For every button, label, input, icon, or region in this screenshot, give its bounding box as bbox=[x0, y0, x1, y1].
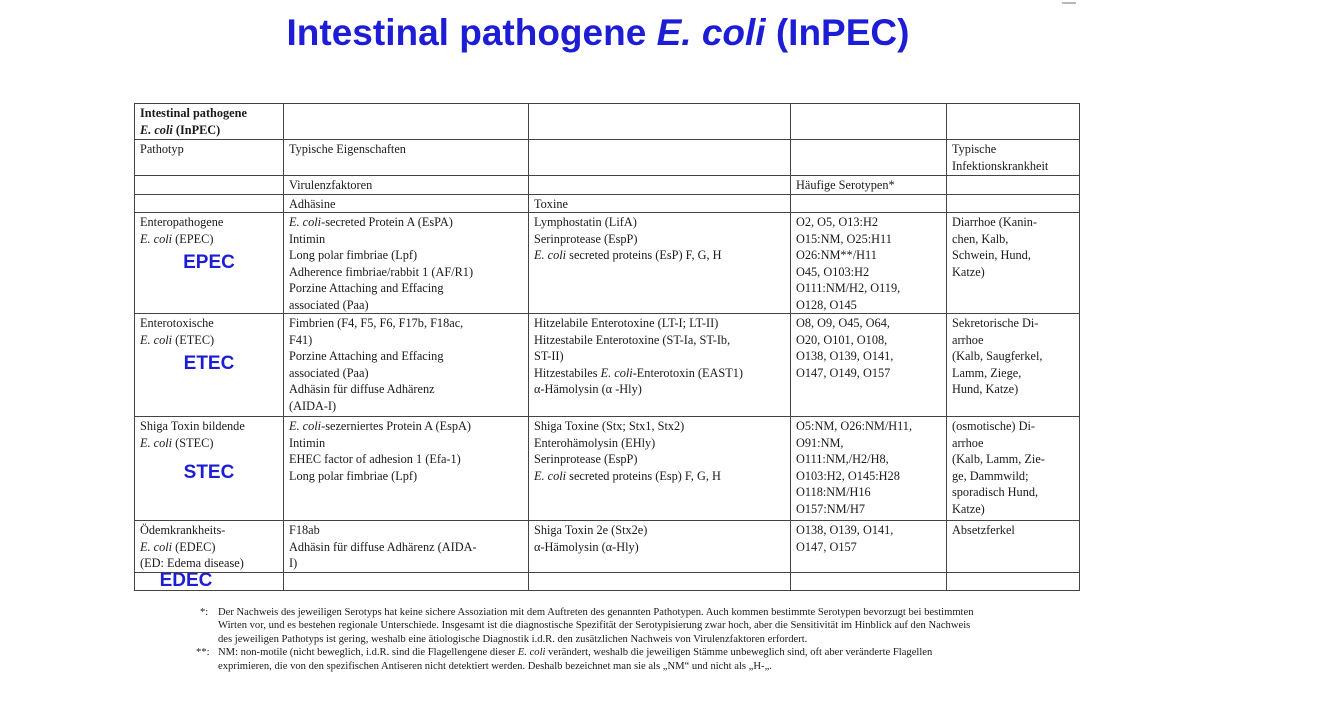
pathotype-name-cell: Shiga Toxin bildende E. coli (STEC) STEC bbox=[135, 417, 284, 521]
toxins-cell: Shiga Toxin 2e (Stx2e) α-Hämolysin (α-Hly) bbox=[529, 521, 791, 573]
col-pathotyp: Pathotyp bbox=[135, 140, 284, 176]
table-row-etec bbox=[135, 314, 1080, 417]
toxins-cell: Lymphostatin (LifA) Serinprotease (EspP) E. coli secreted proteins (EsP) F, G, H bbox=[529, 213, 791, 314]
pathotype-name-cell: Enteropathogene E. coli (EPEC) EPEC bbox=[135, 213, 284, 314]
pathotype-name-cell: Ödemkrankheits- E. coli (EDEC) (ED: Edema disease) bbox=[135, 521, 284, 573]
serotypes-cell: O8, O9, O45, O64, O20, O101, O108, O138, O139, O141, O147, O149, O157 bbox=[791, 314, 947, 417]
footnote-non-motile: **: NM: non-motile (nicht beweglich, i.d.R. sind die Flagellengene dieser E. coli verändert, weshalb die jeweiligen Stämme unbeweglich sind, oft aber veränderte Flagellen exprimieren, die von den spezifischen Antiseren nicht detektiert werden. Deshalb bezeichnet man sie als „NM“ und nicht als „H-„. bbox=[196, 647, 933, 672]
pathotype-badge-edec: EDEC bbox=[159, 572, 213, 591]
column-label-row bbox=[135, 140, 1080, 176]
virulence-label-row bbox=[135, 176, 1080, 195]
adhesins-cell: E. coli-secreted Protein A (EsPA) Intimin Long polar fimbriae (Lpf) Adherence fimbriae/rabbit 1 (AF/R1) Porzine Attaching and Effacing associated (Paa) bbox=[284, 213, 529, 314]
adhesins-cell: Fimbrien (F4, F5, F6, F17b, F18ac, F41) Porzine Attaching and Effacing associated (Paa) Adhäsin für diffuse Adhärenz (AIDA-I) bbox=[284, 314, 529, 417]
disease-cell: Absetzferkel bbox=[947, 521, 1080, 573]
serotypes-cell: O5:NM, O26:NM/H11, O91:NM, O111:NM,/H2/H8, O103:H2, O145:H28 O118:NM/H16 O157:NM/H7 bbox=[791, 417, 947, 521]
adhesins-cell: F18ab Adhäsin für diffuse Adhärenz (AIDA- I) bbox=[284, 521, 529, 573]
footnotes bbox=[196, 606, 986, 673]
disease-cell: Diarrhoe (Kanin- chen, Kalb, Schwein, Hund, Katze) bbox=[947, 213, 1080, 314]
serotypes-cell: O2, O5, O13:H2 O15:NM, O25:H11 O26:NM**/H11 O45, O103:H2 O111:NM/H2, O119, O128, O145 bbox=[791, 213, 947, 314]
col-infektion: Typische Infektionskrankheit bbox=[947, 140, 1080, 176]
serotypes-cell: O138, O139, O141, O147, O157 bbox=[791, 521, 947, 573]
disease-cell: Sekretorische Di- arrhoe (Kalb, Saugferkel, Lamm, Ziege, Hund, Katze) bbox=[947, 314, 1080, 417]
col-adhaesine: Adhäsine bbox=[284, 194, 529, 213]
col-eigenschaften: Typische Eigenschaften bbox=[284, 140, 529, 176]
adhesin-toxin-label-row bbox=[135, 194, 1080, 213]
col-virulenz: Virulenzfaktoren bbox=[284, 176, 529, 195]
col-toxine: Toxine bbox=[529, 194, 791, 213]
toxins-cell: Hitzelabile Enterotoxine (LT-I; LT-II) Hitzestabile Enterotoxine (ST-Ia, ST-Ib, ST-II) Hitzestabiles E. coli-Enterotoxin (EAST1) α-Hämolysin (α -Hly) bbox=[529, 314, 791, 417]
table-row-stec bbox=[135, 417, 1080, 521]
pathotype-badge-stec: STEC bbox=[183, 462, 235, 483]
table-header-row bbox=[135, 104, 1080, 140]
pathotype-badge-epec: EPEC bbox=[183, 252, 235, 273]
footnote-serotype: *: Der Nachweis des jeweiligen Serotyps hat keine sichere Assoziation mit dem Auftreten des genannten Pathotypen. Auch kommen bestimmte Serotypen bevorzugt bei bestimmten Wirten vor, und es bestehen regionale Unterschiede. Insgesamt ist die diagnostische Spezifität der Serotypisierung zwar hoch, aber die Sensitivität im Hinblick auf den Nachweis des jeweiligen Pathotyps ist gering, weshalb eine ätiologische Diagnostik i.d.R. den zusätzlichen Nachweis von Virulenzfaktoren erfordert. bbox=[200, 607, 974, 645]
disease-cell: (osmotische) Di- arrhoe (Kalb, Lamm, Zie- ge, Dammwild; sporadisch Hund, Katze) bbox=[947, 417, 1080, 521]
slide-title: Intestinal pathogene E. coli (InPEC) bbox=[286, 12, 910, 53]
window-corner-mark bbox=[1062, 2, 1076, 4]
table-row-edec-badge bbox=[135, 573, 1080, 591]
table-caption-cell: Intestinal pathogene E. coli (InPEC) bbox=[135, 104, 284, 140]
col-serotypen: Häufige Serotypen* bbox=[791, 176, 947, 195]
adhesins-cell: E. coli-sezerniertes Protein A (EspA) Intimin EHEC factor of adhesion 1 (Efa-1) Long polar fimbriae (Lpf) bbox=[284, 417, 529, 521]
table-row-epec bbox=[135, 213, 1080, 314]
toxins-cell: Shiga Toxine (Stx; Stx1, Stx2) Enterohämolysin (EHly) Serinprotease (EspP) E. coli secreted proteins (Esp) F, G, H bbox=[529, 417, 791, 521]
pathotype-table bbox=[134, 103, 1080, 591]
table-row-edec bbox=[135, 521, 1080, 573]
pathotype-name-cell: Enterotoxische E. coli (ETEC) ETEC bbox=[135, 314, 284, 417]
pathotype-badge-etec: ETEC bbox=[183, 353, 235, 374]
